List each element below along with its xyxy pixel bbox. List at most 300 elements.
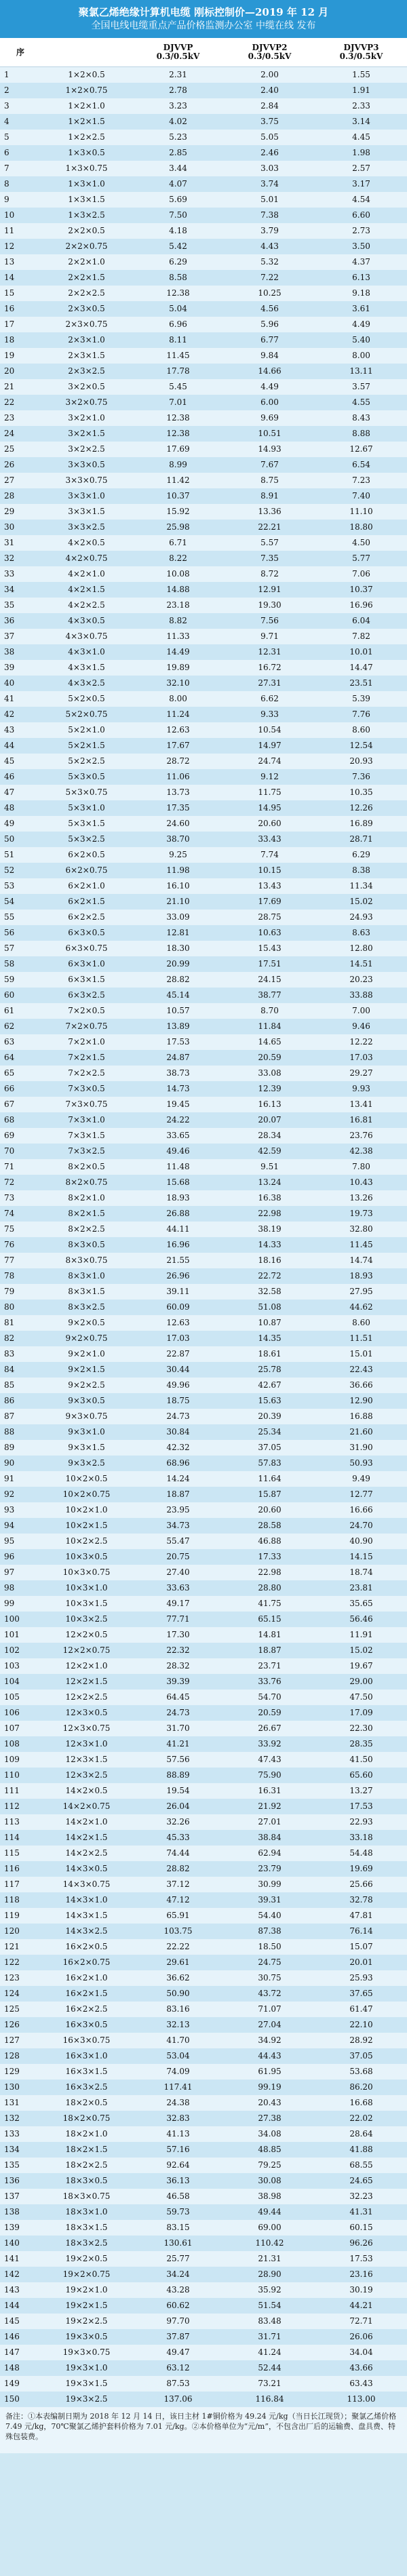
price-djvvp3: 25.93 — [315, 1970, 407, 1986]
price-djvvp2: 27.01 — [224, 1814, 315, 1830]
price-djvvp: 8.00 — [132, 691, 224, 707]
cable-spec: 12×2×1.0 — [41, 1658, 132, 1674]
row-index: 102 — [0, 1643, 41, 1658]
cable-spec: 18×2×1.0 — [41, 2126, 132, 2142]
table-row — [0, 1674, 407, 1690]
price-djvvp: 32.13 — [132, 2017, 224, 2033]
price-djvvp: 53.04 — [132, 2048, 224, 2064]
price-djvvp2: 5.05 — [224, 130, 315, 145]
cable-spec: 14×2×0.5 — [41, 1783, 132, 1799]
table-row — [0, 395, 407, 410]
price-djvvp3: 23.81 — [315, 1580, 407, 1596]
price-djvvp2: 49.44 — [224, 2204, 315, 2220]
table-row — [0, 1549, 407, 1565]
price-djvvp3: 30.19 — [315, 2282, 407, 2298]
table-row — [0, 1752, 407, 1768]
price-djvvp2: 4.43 — [224, 239, 315, 254]
price-djvvp2: 110.42 — [224, 2236, 315, 2251]
price-djvvp: 14.88 — [132, 582, 224, 598]
price-djvvp3: 6.29 — [315, 847, 407, 863]
table-row — [0, 1331, 407, 1346]
price-djvvp: 49.47 — [132, 2345, 224, 2360]
price-djvvp3: 25.66 — [315, 1877, 407, 1892]
price-djvvp2: 30.75 — [224, 1970, 315, 1986]
price-djvvp3: 20.93 — [315, 754, 407, 769]
cable-spec: 10×2×0.5 — [41, 1471, 132, 1487]
row-index: 71 — [0, 1159, 41, 1175]
price-djvvp3: 65.60 — [315, 1768, 407, 1783]
row-index: 45 — [0, 754, 41, 769]
table-row — [0, 832, 407, 847]
price-djvvp2: 3.03 — [224, 161, 315, 176]
price-djvvp2: 75.90 — [224, 1768, 315, 1783]
table-row — [0, 1690, 407, 1705]
price-djvvp2: 30.08 — [224, 2173, 315, 2189]
cable-spec: 14×2×1.0 — [41, 1814, 132, 1830]
price-djvvp: 11.98 — [132, 863, 224, 878]
price-djvvp2: 14.66 — [224, 364, 315, 379]
row-index: 143 — [0, 2282, 41, 2298]
row-index: 113 — [0, 1814, 41, 1830]
cable-spec: 3×2×0.5 — [41, 379, 132, 395]
price-djvvp3: 10.43 — [315, 1175, 407, 1190]
row-index: 114 — [0, 1830, 41, 1846]
cable-spec: 4×3×1.5 — [41, 660, 132, 676]
price-djvvp: 39.11 — [132, 1284, 224, 1300]
cable-spec: 10×2×2.5 — [41, 1534, 132, 1549]
cable-spec: 7×3×0.5 — [41, 1081, 132, 1097]
price-djvvp: 57.16 — [132, 2142, 224, 2158]
price-djvvp3: 40.90 — [315, 1534, 407, 1549]
row-index: 18 — [0, 332, 41, 348]
price-djvvp2: 10.87 — [224, 1315, 315, 1331]
price-djvvp3: 22.02 — [315, 2111, 407, 2126]
table-row — [0, 520, 407, 535]
price-djvvp2: 24.75 — [224, 1955, 315, 1970]
row-index: 65 — [0, 1066, 41, 1081]
cable-spec: 19×3×0.5 — [41, 2329, 132, 2345]
price-djvvp3: 3.50 — [315, 239, 407, 254]
table-row — [0, 2236, 407, 2251]
row-index: 112 — [0, 1799, 41, 1814]
row-index: 50 — [0, 832, 41, 847]
cable-spec: 1×3×1.0 — [41, 176, 132, 192]
price-djvvp3: 12.77 — [315, 1487, 407, 1502]
table-row — [0, 1830, 407, 1846]
row-index: 44 — [0, 738, 41, 754]
cable-spec: 12×3×1.5 — [41, 1752, 132, 1768]
price-djvvp3: 4.54 — [315, 192, 407, 208]
row-index: 56 — [0, 925, 41, 941]
cable-spec: 3×3×0.75 — [41, 473, 132, 488]
cable-spec: 8×2×1.0 — [41, 1190, 132, 1206]
price-djvvp2: 16.31 — [224, 1783, 315, 1799]
price-djvvp: 60.09 — [132, 1300, 224, 1315]
cable-spec: 6×2×1.5 — [41, 894, 132, 910]
table-row — [0, 691, 407, 707]
price-djvvp: 18.93 — [132, 1190, 224, 1206]
row-index: 82 — [0, 1331, 41, 1346]
price-djvvp3: 14.74 — [315, 1253, 407, 1268]
price-djvvp: 57.56 — [132, 1752, 224, 1768]
table-row — [0, 2048, 407, 2064]
price-djvvp: 4.18 — [132, 223, 224, 239]
row-index: 46 — [0, 769, 41, 785]
table-row — [0, 754, 407, 769]
row-index: 17 — [0, 317, 41, 332]
price-djvvp2: 33.92 — [224, 1736, 315, 1752]
price-djvvp: 2.31 — [132, 67, 224, 83]
row-index: 99 — [0, 1596, 41, 1612]
table-row — [0, 2298, 407, 2314]
price-djvvp2: 42.59 — [224, 1144, 315, 1159]
price-djvvp3: 12.26 — [315, 800, 407, 816]
table-row — [0, 1705, 407, 1721]
cable-spec: 2×2×2.5 — [41, 286, 132, 301]
cable-spec: 14×2×2.5 — [41, 1846, 132, 1861]
row-index: 24 — [0, 426, 41, 442]
cable-spec: 18×3×2.5 — [41, 2236, 132, 2251]
table-row — [0, 270, 407, 286]
table-row — [0, 1892, 407, 1908]
price-djvvp3: 44.62 — [315, 1300, 407, 1315]
price-djvvp: 74.09 — [132, 2064, 224, 2080]
table-row — [0, 2080, 407, 2095]
price-djvvp: 25.77 — [132, 2251, 224, 2267]
row-index: 25 — [0, 442, 41, 457]
price-djvvp2: 2.84 — [224, 98, 315, 114]
row-index: 49 — [0, 816, 41, 832]
price-djvvp: 41.21 — [132, 1736, 224, 1752]
table-row — [0, 1721, 407, 1736]
price-djvvp2: 16.72 — [224, 660, 315, 676]
price-djvvp: 15.92 — [132, 504, 224, 520]
price-djvvp3: 5.39 — [315, 691, 407, 707]
price-djvvp2: 20.60 — [224, 816, 315, 832]
cable-spec: 16×3×0.75 — [41, 2033, 132, 2048]
row-index: 117 — [0, 1877, 41, 1892]
price-djvvp: 12.63 — [132, 722, 224, 738]
cable-spec: 6×2×1.0 — [41, 878, 132, 894]
row-index: 55 — [0, 910, 41, 925]
row-index: 104 — [0, 1674, 41, 1690]
price-djvvp: 31.70 — [132, 1721, 224, 1736]
cable-spec: 4×2×2.5 — [41, 598, 132, 613]
price-djvvp: 17.03 — [132, 1331, 224, 1346]
cable-spec: 16×2×1.0 — [41, 1970, 132, 1986]
cable-spec: 12×3×0.75 — [41, 1721, 132, 1736]
price-djvvp: 36.13 — [132, 2173, 224, 2189]
row-index: 129 — [0, 2064, 41, 2080]
price-djvvp3: 9.49 — [315, 1471, 407, 1487]
price-djvvp: 37.12 — [132, 1877, 224, 1892]
table-row — [0, 1877, 407, 1892]
cable-spec: 10×3×1.5 — [41, 1596, 132, 1612]
table-row — [0, 1924, 407, 1939]
price-djvvp: 10.37 — [132, 488, 224, 504]
row-index: 12 — [0, 239, 41, 254]
price-djvvp: 43.28 — [132, 2282, 224, 2298]
price-djvvp2: 38.77 — [224, 988, 315, 1003]
price-djvvp2: 7.56 — [224, 613, 315, 629]
cable-spec: 2×2×0.75 — [41, 239, 132, 254]
price-djvvp3: 2.57 — [315, 161, 407, 176]
table-row — [0, 878, 407, 894]
price-djvvp3: 53.68 — [315, 2064, 407, 2080]
cable-spec: 14×3×0.75 — [41, 1877, 132, 1892]
cable-spec: 3×3×2.5 — [41, 520, 132, 535]
price-djvvp2: 116.84 — [224, 2392, 315, 2407]
table-row — [0, 1612, 407, 1627]
cable-spec: 5×3×1.5 — [41, 816, 132, 832]
price-djvvp2: 14.93 — [224, 442, 315, 457]
price-djvvp: 22.22 — [132, 1939, 224, 1955]
price-djvvp2: 13.36 — [224, 504, 315, 520]
price-djvvp: 5.04 — [132, 301, 224, 317]
price-djvvp: 32.26 — [132, 1814, 224, 1830]
price-djvvp3: 14.51 — [315, 956, 407, 972]
table-row — [0, 364, 407, 379]
price-djvvp3: 11.51 — [315, 1331, 407, 1346]
price-djvvp3: 23.76 — [315, 1128, 407, 1144]
price-djvvp2: 26.67 — [224, 1721, 315, 1736]
price-djvvp2: 17.51 — [224, 956, 315, 972]
row-index: 21 — [0, 379, 41, 395]
price-djvvp3: 22.10 — [315, 2017, 407, 2033]
price-djvvp3: 13.27 — [315, 1783, 407, 1799]
price-djvvp2: 28.90 — [224, 2267, 315, 2282]
cable-spec: 19×3×1.0 — [41, 2360, 132, 2376]
cable-spec: 4×3×2.5 — [41, 676, 132, 691]
price-djvvp2: 25.78 — [224, 1362, 315, 1378]
price-djvvp: 74.44 — [132, 1846, 224, 1861]
price-djvvp3: 27.95 — [315, 1284, 407, 1300]
cable-spec: 3×2×1.5 — [41, 426, 132, 442]
cable-spec: 5×3×1.0 — [41, 800, 132, 816]
row-index: 29 — [0, 504, 41, 520]
price-djvvp3: 22.93 — [315, 1814, 407, 1830]
row-index: 83 — [0, 1346, 41, 1362]
price-djvvp: 33.09 — [132, 910, 224, 925]
price-djvvp: 34.24 — [132, 2267, 224, 2282]
price-djvvp2: 30.99 — [224, 1877, 315, 1892]
table-row — [0, 1112, 407, 1128]
price-djvvp: 30.44 — [132, 1362, 224, 1378]
row-index: 86 — [0, 1393, 41, 1409]
price-djvvp: 26.04 — [132, 1799, 224, 1814]
price-djvvp: 16.96 — [132, 1237, 224, 1253]
cable-spec: 16×3×1.5 — [41, 2064, 132, 2080]
table-row — [0, 2095, 407, 2111]
row-index: 128 — [0, 2048, 41, 2064]
cable-spec: 2×3×2.5 — [41, 364, 132, 379]
price-djvvp3: 9.93 — [315, 1081, 407, 1097]
cable-spec: 12×3×0.5 — [41, 1705, 132, 1721]
price-djvvp3: 11.10 — [315, 504, 407, 520]
price-djvvp3: 72.71 — [315, 2314, 407, 2329]
price-djvvp: 21.55 — [132, 1253, 224, 1268]
price-djvvp2: 14.95 — [224, 800, 315, 816]
price-djvvp: 5.42 — [132, 239, 224, 254]
price-djvvp: 19.54 — [132, 1783, 224, 1799]
table-row — [0, 1534, 407, 1549]
column-header-djvvp: DJVVP 0.3/0.5kV — [132, 38, 224, 67]
cable-spec: 1×3×2.5 — [41, 208, 132, 223]
price-djvvp: 92.64 — [132, 2158, 224, 2173]
price-djvvp: 49.46 — [132, 1144, 224, 1159]
row-index: 150 — [0, 2392, 41, 2407]
price-djvvp2: 41.75 — [224, 1596, 315, 1612]
price-djvvp: 12.81 — [132, 925, 224, 941]
price-djvvp3: 22.30 — [315, 1721, 407, 1736]
table-row — [0, 2158, 407, 2173]
table-row — [0, 301, 407, 317]
row-index: 36 — [0, 613, 41, 629]
price-djvvp: 46.58 — [132, 2189, 224, 2204]
row-index: 33 — [0, 566, 41, 582]
price-djvvp: 11.45 — [132, 348, 224, 364]
price-djvvp3: 6.13 — [315, 270, 407, 286]
cable-spec: 8×2×0.5 — [41, 1159, 132, 1175]
price-djvvp2: 3.79 — [224, 223, 315, 239]
price-djvvp2: 38.84 — [224, 1830, 315, 1846]
cable-spec: 14×2×1.5 — [41, 1830, 132, 1846]
price-djvvp: 88.89 — [132, 1768, 224, 1783]
price-djvvp2: 11.75 — [224, 785, 315, 800]
price-djvvp: 12.63 — [132, 1315, 224, 1331]
price-djvvp: 11.42 — [132, 473, 224, 488]
table-row — [0, 1424, 407, 1440]
price-djvvp: 22.32 — [132, 1643, 224, 1658]
price-djvvp2: 27.38 — [224, 2111, 315, 2126]
price-djvvp: 24.73 — [132, 1705, 224, 1721]
price-djvvp: 45.14 — [132, 988, 224, 1003]
price-djvvp3: 36.66 — [315, 1378, 407, 1393]
price-djvvp3: 3.14 — [315, 114, 407, 130]
table-row — [0, 1939, 407, 1955]
cable-spec: 5×3×0.75 — [41, 785, 132, 800]
table-row — [0, 1456, 407, 1471]
price-djvvp3: 11.34 — [315, 878, 407, 894]
table-row — [0, 1627, 407, 1643]
price-djvvp3: 21.60 — [315, 1424, 407, 1440]
row-index: 5 — [0, 130, 41, 145]
price-djvvp3: 41.31 — [315, 2204, 407, 2220]
price-djvvp2: 19.30 — [224, 598, 315, 613]
cable-spec: 7×3×1.5 — [41, 1128, 132, 1144]
table-row — [0, 208, 407, 223]
price-djvvp2: 52.44 — [224, 2360, 315, 2376]
price-djvvp3: 12.54 — [315, 738, 407, 754]
price-djvvp2: 5.57 — [224, 535, 315, 551]
price-djvvp3: 7.36 — [315, 769, 407, 785]
price-djvvp: 14.73 — [132, 1081, 224, 1097]
price-djvvp: 8.11 — [132, 332, 224, 348]
price-djvvp3: 1.55 — [315, 67, 407, 83]
price-djvvp: 11.33 — [132, 629, 224, 644]
row-index: 130 — [0, 2080, 41, 2095]
row-index: 59 — [0, 972, 41, 988]
price-djvvp2: 18.87 — [224, 1643, 315, 1658]
price-djvvp2: 14.97 — [224, 738, 315, 754]
price-djvvp3: 12.80 — [315, 941, 407, 956]
price-djvvp3: 10.35 — [315, 785, 407, 800]
price-djvvp: 39.39 — [132, 1674, 224, 1690]
price-djvvp: 6.96 — [132, 317, 224, 332]
row-index: 89 — [0, 1440, 41, 1456]
table-row — [0, 223, 407, 239]
price-djvvp3: 18.74 — [315, 1565, 407, 1580]
cable-spec: 6×2×2.5 — [41, 910, 132, 925]
price-djvvp: 37.87 — [132, 2329, 224, 2345]
price-djvvp: 68.96 — [132, 1456, 224, 1471]
price-djvvp3: 12.67 — [315, 442, 407, 457]
cable-spec: 9×3×0.75 — [41, 1409, 132, 1424]
row-index: 9 — [0, 192, 41, 208]
price-djvvp: 23.18 — [132, 598, 224, 613]
row-index: 100 — [0, 1612, 41, 1627]
price-djvvp3: 86.20 — [315, 2080, 407, 2095]
price-djvvp3: 28.92 — [315, 2033, 407, 2048]
table-row — [0, 2064, 407, 2080]
price-djvvp3: 8.38 — [315, 863, 407, 878]
cable-spec: 19×2×0.75 — [41, 2267, 132, 2282]
price-djvvp: 49.17 — [132, 1596, 224, 1612]
price-djvvp2: 51.08 — [224, 1300, 315, 1315]
row-index: 116 — [0, 1861, 41, 1877]
price-djvvp3: 34.04 — [315, 2345, 407, 2360]
price-djvvp3: 16.68 — [315, 2095, 407, 2111]
price-djvvp: 22.87 — [132, 1346, 224, 1362]
price-djvvp3: 28.35 — [315, 1736, 407, 1752]
cable-spec: 8×3×0.5 — [41, 1237, 132, 1253]
cable-spec: 9×2×1.0 — [41, 1346, 132, 1362]
price-djvvp3: 76.14 — [315, 1924, 407, 1939]
cable-spec: 10×3×0.75 — [41, 1565, 132, 1580]
price-djvvp3: 4.55 — [315, 395, 407, 410]
row-index: 147 — [0, 2345, 41, 2360]
row-index: 4 — [0, 114, 41, 130]
footnote: 备注：①本表编制日期为 2018 年 12 月 14 日，该日主材 1#铜价格为 49.24 元/kg（当日长江现货）；聚氯乙烯价格 7.49 元/kg，70℃聚氯乙烯护套料价格为 7.01 元/kg。②本价格单位为“元/m”，不包含出厂后的运输费、盘具费、特殊包装费。 — [0, 2407, 407, 2453]
table-row — [0, 988, 407, 1003]
price-djvvp2: 6.62 — [224, 691, 315, 707]
price-djvvp3: 50.93 — [315, 1456, 407, 1471]
cable-spec: 19×2×1.5 — [41, 2298, 132, 2314]
cable-spec: 16×3×2.5 — [41, 2080, 132, 2095]
row-index: 52 — [0, 863, 41, 878]
price-djvvp: 87.53 — [132, 2376, 224, 2392]
price-djvvp3: 15.02 — [315, 894, 407, 910]
row-index: 78 — [0, 1268, 41, 1284]
price-djvvp: 16.10 — [132, 878, 224, 894]
price-djvvp3: 28.64 — [315, 2126, 407, 2142]
row-index: 35 — [0, 598, 41, 613]
table-row — [0, 738, 407, 754]
price-djvvp: 32.10 — [132, 676, 224, 691]
price-djvvp2: 14.35 — [224, 1331, 315, 1346]
cable-spec: 4×3×0.5 — [41, 613, 132, 629]
row-index: 40 — [0, 676, 41, 691]
cable-spec: 2×3×1.0 — [41, 332, 132, 348]
price-djvvp3: 17.53 — [315, 1799, 407, 1814]
price-djvvp2: 28.34 — [224, 1128, 315, 1144]
price-djvvp: 18.30 — [132, 941, 224, 956]
cable-spec: 12×3×2.5 — [41, 1768, 132, 1783]
row-index: 57 — [0, 941, 41, 956]
row-index: 92 — [0, 1487, 41, 1502]
price-djvvp: 30.84 — [132, 1424, 224, 1440]
cable-spec: 9×2×1.5 — [41, 1362, 132, 1378]
